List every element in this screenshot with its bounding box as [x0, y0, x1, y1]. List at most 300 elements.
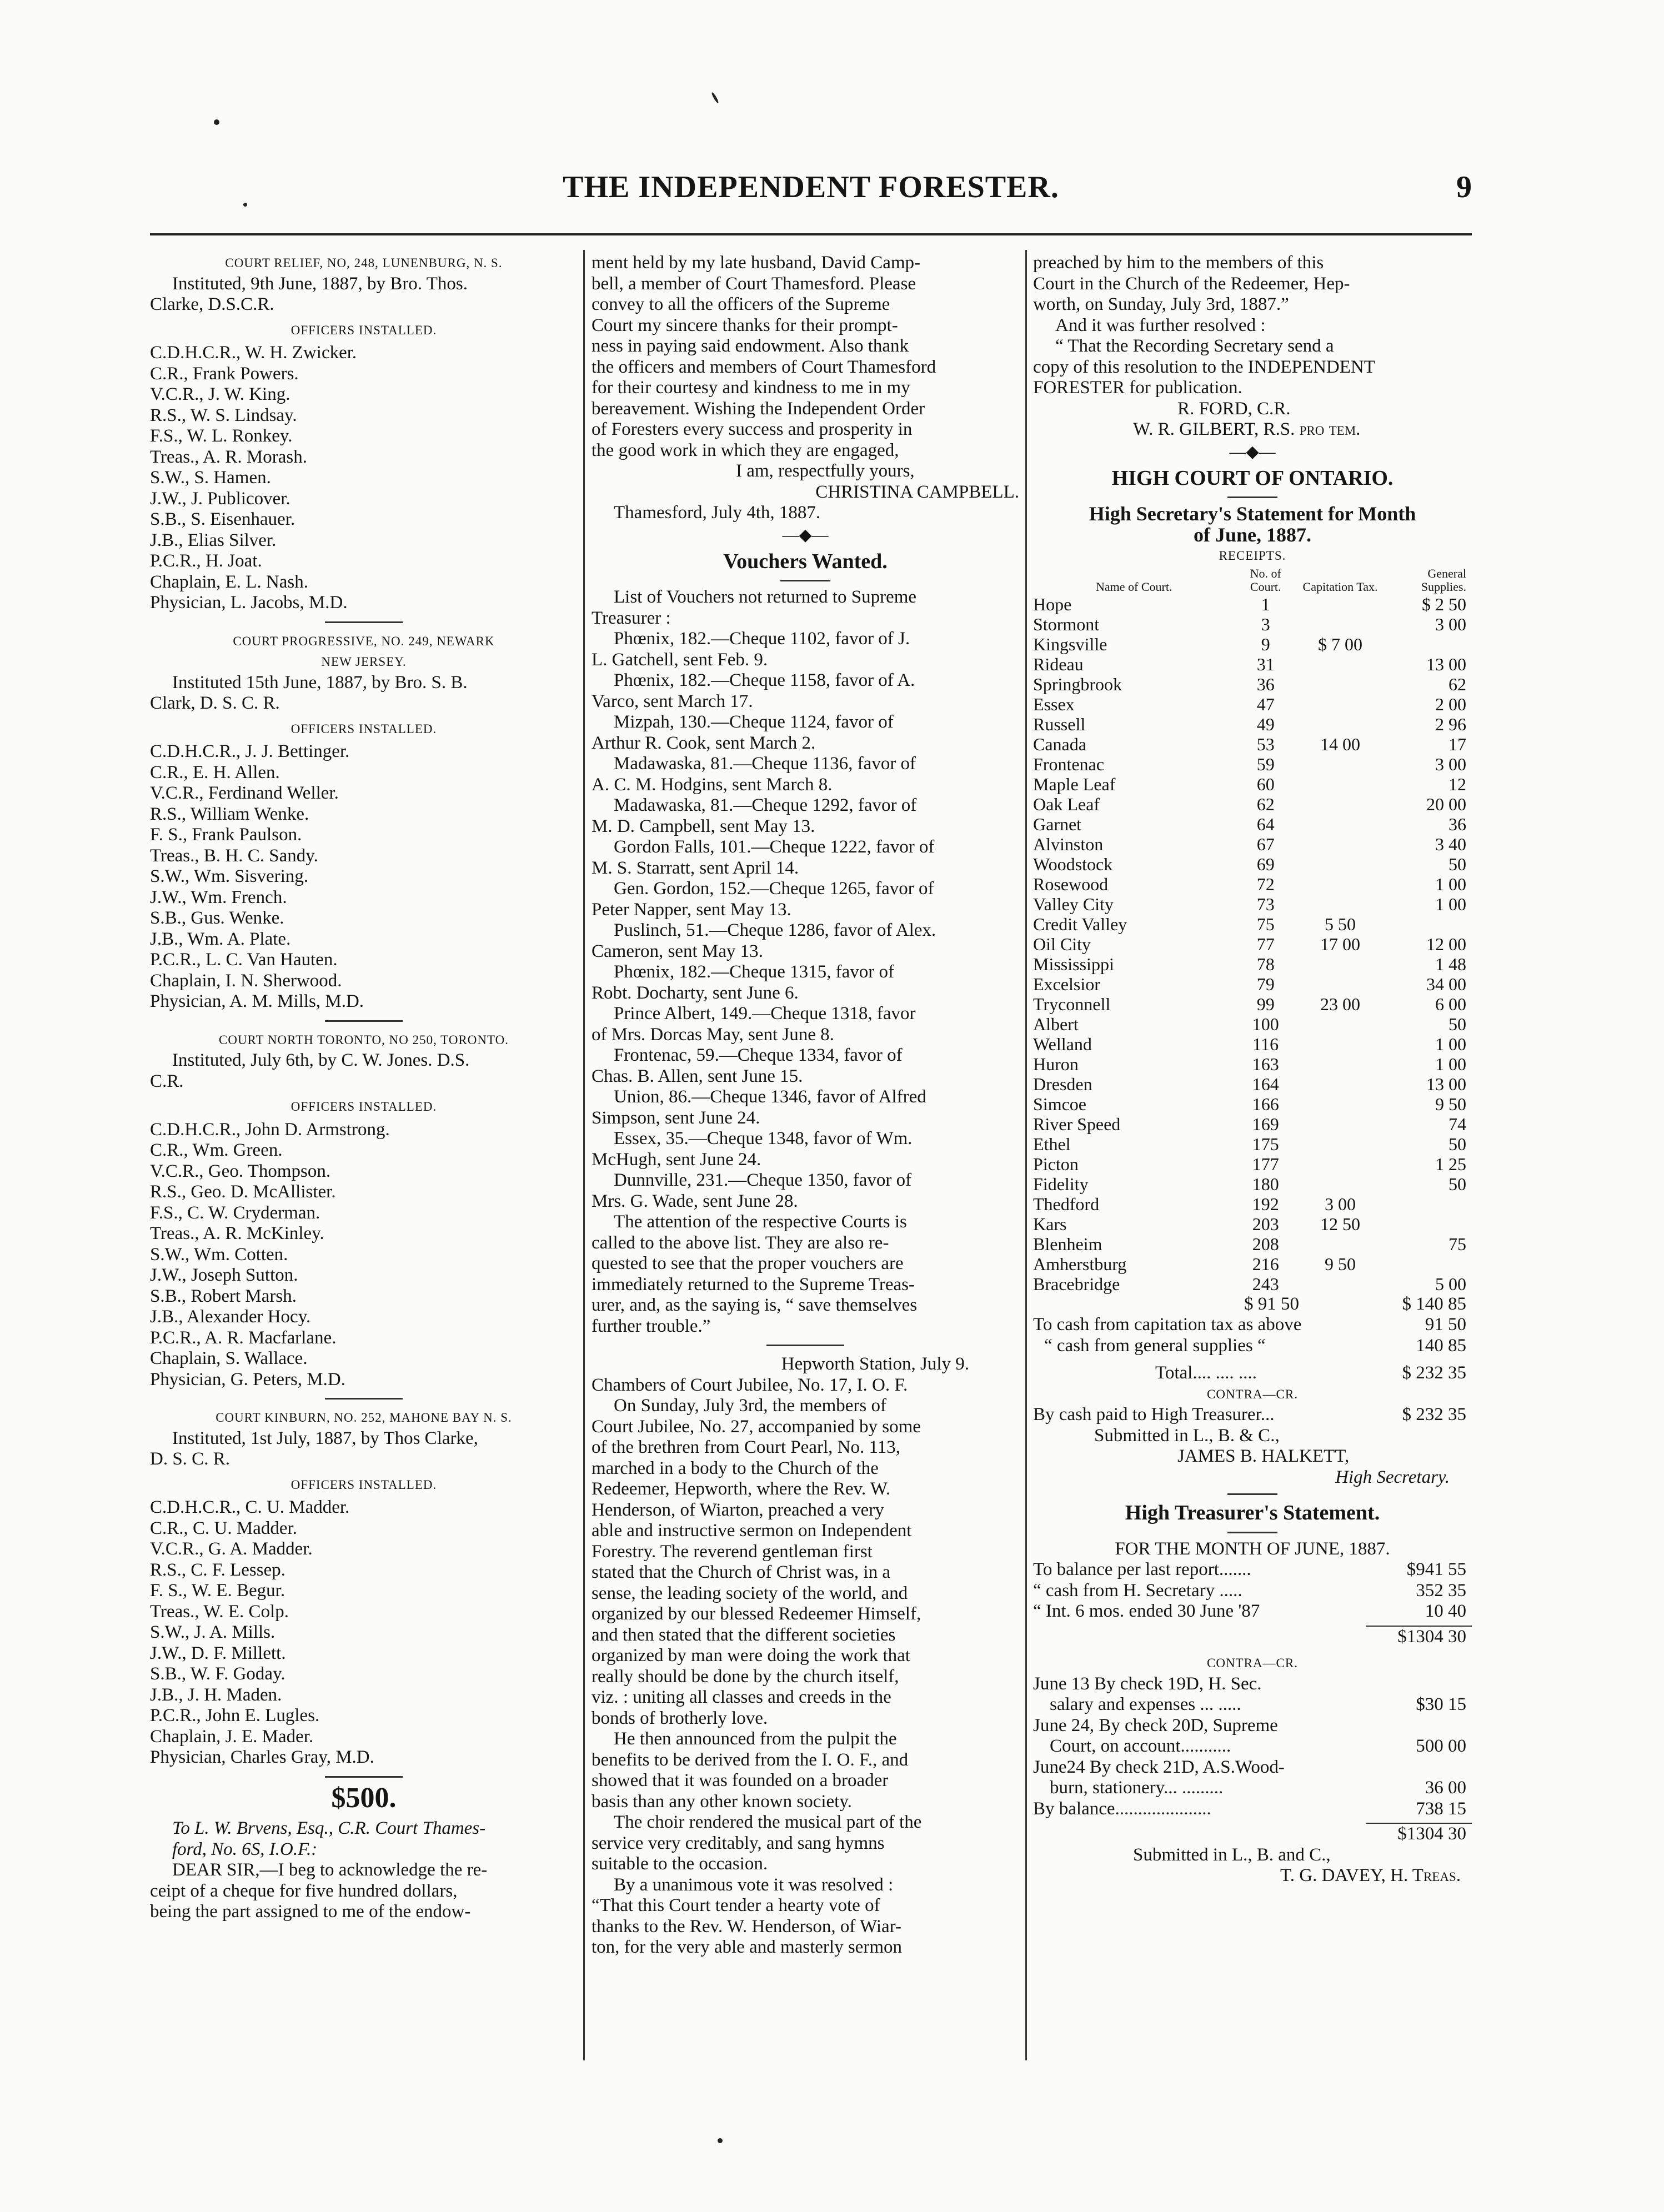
column-header-number: No. of Court. — [1250, 566, 1281, 594]
general-supplies-cell: 3 40 — [1435, 834, 1466, 854]
court-name-cell: Dresden — [1033, 1074, 1092, 1094]
section-rule — [766, 1345, 844, 1346]
contra-line-label: June 24, By check 20D, Supreme — [1033, 1715, 1278, 1736]
officer-entry: R.S., C. F. Lessep. — [150, 1559, 285, 1580]
vouchers-intro: List of Vouchers not returned to Supreme — [614, 587, 917, 607]
officer-entry: Chaplain, S. Wallace. — [150, 1348, 308, 1368]
officer-entry: S.B., Robert Marsh. — [150, 1286, 297, 1306]
receipt-row — [1033, 1214, 1472, 1234]
court-name-cell: Welland — [1033, 1034, 1092, 1054]
court-number-cell: 49 — [1256, 714, 1275, 734]
voucher-entry: Mizpah, 130.—Cheque 1124, favor of — [614, 712, 894, 732]
letter-body-line: DEAR SIR,—I beg to acknowledge the re- — [172, 1860, 488, 1880]
general-supplies-cell: 2 00 — [1435, 694, 1466, 714]
contra-label-2: CONTRA—CR. — [1207, 1656, 1298, 1670]
officer-entry: C.D.H.C.R., C. U. Madder. — [150, 1497, 350, 1517]
officer-entry: J.W., Joseph Sutton. — [150, 1265, 298, 1285]
column-divider — [583, 250, 585, 2060]
receipt-row — [1033, 634, 1472, 654]
section-rule — [325, 1776, 403, 1778]
section-rule — [325, 1398, 403, 1400]
officer-entry: C.D.H.C.R., J. J. Bettinger. — [150, 741, 350, 761]
officer-entry: Treas., W. E. Colp. — [150, 1601, 289, 1622]
page-header — [150, 169, 1472, 219]
voucher-entry: M. S. Starratt, sent April 14. — [592, 857, 799, 878]
voucher-entry: Puslinch, 51.—Cheque 1286, favor of Alex. — [614, 920, 936, 940]
receipt-row — [1033, 1194, 1472, 1214]
capitation-cell — [1296, 1134, 1384, 1154]
officer-entry: Treas., B. H. C. Sandy. — [150, 845, 318, 866]
capitation-cell — [1296, 954, 1384, 974]
voucher-entry: Varco, sent March 17. — [592, 691, 753, 711]
hepworth-paragraph-line: able and instructive sermon on Independent — [592, 1521, 912, 1541]
capitation-cell: 17 00 — [1320, 934, 1360, 954]
general-supplies-cell: 12 — [1449, 774, 1466, 794]
general-supplies-cell: 1 00 — [1435, 1054, 1466, 1074]
capitation-cell — [1296, 774, 1384, 794]
capitation-cell: 23 00 — [1320, 994, 1360, 1014]
receipts-table — [1033, 566, 1472, 1294]
court-name-cell: Kingsville — [1033, 634, 1107, 654]
contra-line-value: 738 15 — [1416, 1798, 1466, 1819]
total-label: Total.... .... .... — [1155, 1363, 1257, 1383]
voucher-entry: Arthur R. Cook, sent March 2. — [592, 733, 816, 753]
court-name-cell: Canada — [1033, 734, 1086, 754]
resolution-line: preached by him to the members of this — [1033, 253, 1324, 273]
general-supplies-cell: 17 — [1449, 734, 1466, 754]
voucher-entry: Frontenac, 59.—Cheque 1334, favor of — [614, 1045, 903, 1065]
court-number-cell: 192 — [1252, 1193, 1279, 1214]
receipt-row — [1033, 774, 1472, 794]
capitation-cell — [1296, 1114, 1384, 1134]
hepworth-chambers: Chambers of Court Jubilee, No. 17, I. O. F. — [592, 1375, 908, 1395]
capitation-cell — [1296, 714, 1384, 734]
capitation-cell — [1296, 1054, 1384, 1074]
treasurer-total-2: $1304 30 — [1366, 1823, 1472, 1845]
court-instituted: Instituted, 1st July, 1887, by Thos Clarke, — [172, 1428, 478, 1448]
voucher-entry: A. C. M. Hodgins, sent March 8. — [592, 774, 833, 795]
letter-body-line: ness in paying said endowment. Also thank — [592, 336, 909, 356]
paid-line — [1033, 1405, 1472, 1426]
voucher-entry: Dunnville, 231.—Cheque 1350, favor of — [614, 1170, 912, 1190]
column-divider — [1025, 250, 1027, 2060]
vouchers-note: further trouble.” — [592, 1316, 711, 1336]
receipt-row — [1033, 874, 1472, 894]
treasurer-line — [1033, 1601, 1472, 1622]
court-number-cell: 116 — [1252, 1034, 1279, 1054]
total-value: $ 232 35 — [1402, 1363, 1466, 1383]
contra-line-label: By balance..................... — [1033, 1798, 1211, 1819]
officer-entry: F.S., W. L. Ronkey. — [150, 426, 293, 446]
officer-entry: C.D.H.C.R., W. H. Zwicker. — [150, 343, 357, 363]
officer-entry: V.C.R., Ferdinand Weller. — [150, 783, 339, 803]
letter-signature: CHRISTINA CAMPBELL. — [815, 481, 1019, 502]
capitation-cell — [1296, 974, 1384, 994]
court-name-cell: Fidelity — [1033, 1173, 1089, 1194]
receipt-row — [1033, 894, 1472, 914]
general-supplies-cell: 50 — [1449, 1014, 1466, 1034]
court-instituted: C.R. — [150, 1071, 184, 1091]
contra-line-label: burn, stationery... ......... — [1050, 1778, 1224, 1798]
general-supplies-cell: 2 96 — [1435, 714, 1466, 734]
capitation-cell — [1296, 1034, 1384, 1054]
general-supplies-cell: 75 — [1449, 1233, 1466, 1254]
court-number-cell: 164 — [1252, 1074, 1279, 1094]
contra-line-label: salary and expenses ... ..... — [1050, 1694, 1241, 1714]
officer-entry: Physician, G. Peters, M.D. — [150, 1369, 345, 1390]
officer-entry: S.W., Wm. Cotten. — [150, 1244, 288, 1265]
voucher-entry: Essex, 35.—Cheque 1348, favor of Wm. — [614, 1128, 913, 1148]
general-supplies-cell: 5 00 — [1435, 1273, 1466, 1294]
general-supplies-cell: 3 00 — [1435, 614, 1466, 634]
court-number-cell: 243 — [1252, 1273, 1279, 1294]
court-number-cell: 36 — [1256, 674, 1275, 694]
publication-title: THE INDEPENDENT FORESTER. — [563, 170, 1059, 204]
officer-entry: C.R., Wm. Green. — [150, 1140, 283, 1160]
voucher-entry: Madawaska, 81.—Cheque 1292, favor of — [614, 795, 917, 815]
court-number-cell: 78 — [1256, 954, 1275, 974]
general-supplies-cell: 1 00 — [1435, 1034, 1466, 1054]
ornament-divider: —◆— — [782, 525, 829, 544]
officer-entry: Treas., A. R. McKinley. — [150, 1223, 324, 1243]
receipt-row — [1033, 734, 1472, 754]
vouchers-note: called to the above list. They are also re- — [592, 1232, 889, 1253]
resolution-continuation — [1033, 253, 1472, 315]
officer-entry: J.B., Elias Silver. — [150, 530, 277, 550]
receipts-header-row — [1033, 566, 1472, 594]
section-rule — [1227, 1493, 1277, 1495]
court-name-cell: Russell — [1033, 714, 1086, 734]
court-instituted: Instituted, 9th June, 1887, by Bro. Thos. — [172, 273, 468, 294]
resolution-line: FORESTER for publication. — [1033, 378, 1242, 398]
hepworth-dateline: Hepworth Station, July 9. — [781, 1354, 969, 1374]
hepworth-paragraph-line: Court Jubilee, No. 27, accompanied by some — [592, 1416, 921, 1437]
hepworth-paragraph-line: sense, the leading society of the world, and — [592, 1583, 908, 1603]
court-number-cell: 180 — [1252, 1173, 1279, 1194]
contra-line-value: 36 00 — [1425, 1778, 1466, 1798]
voucher-entry: Prince Albert, 149.—Cheque 1318, favor — [614, 1004, 916, 1024]
court-name-cell: Frontenac — [1033, 754, 1104, 774]
court-instituted: Instituted, July 6th, by C. W. Jones. D.S. — [172, 1050, 470, 1070]
court-name-cell: Springbrook — [1033, 674, 1122, 694]
general-supplies-cell: 1 25 — [1435, 1153, 1466, 1174]
contra-label: CONTRA—CR. — [1207, 1387, 1298, 1401]
officer-entry: S.W., J. A. Mills. — [150, 1622, 275, 1642]
total-capitation: $ 91 50 — [1244, 1293, 1299, 1314]
capitation-cell — [1296, 654, 1384, 674]
receipt-row — [1033, 654, 1472, 674]
court-name-cell: Tryconnell — [1033, 994, 1111, 1014]
court-name-cell: Thedford — [1033, 1193, 1100, 1214]
officer-entry: C.R., C. U. Madder. — [150, 1518, 297, 1538]
capitation-cell: 12 50 — [1320, 1213, 1360, 1234]
court-number-cell: 73 — [1256, 894, 1275, 914]
column-right — [1033, 253, 1472, 1887]
court-name-cell: Oak Leaf — [1033, 794, 1100, 814]
hepworth-paragraph-line: Henderson, of Wiarton, preached a very — [592, 1499, 884, 1520]
secretary-title: High Secretary. — [1335, 1467, 1450, 1487]
officer-entry: S.W., Wm. Sisvering. — [150, 866, 309, 886]
court-name-cell: Alvinston — [1033, 834, 1104, 854]
high-court-title: HIGH COURT OF ONTARIO. — [1111, 466, 1394, 490]
officer-entry: J.B., Alexander Hocy. — [150, 1307, 311, 1327]
receipt-row — [1033, 794, 1472, 814]
officer-entry: Physician, L. Jacobs, M.D. — [150, 593, 348, 613]
officer-entry: R.S., W. S. Lindsay. — [150, 405, 297, 425]
court-number-cell: 31 — [1256, 654, 1275, 674]
ink-speck — [214, 119, 219, 125]
contra-line — [1033, 1694, 1472, 1716]
receipt-row — [1033, 1074, 1472, 1094]
vouchers-intro: Treasurer : — [592, 608, 671, 628]
receipt-row — [1033, 674, 1472, 694]
section-rule — [325, 621, 403, 623]
general-supplies-cell: $ 2 50 — [1422, 594, 1466, 614]
capitation-cell — [1296, 694, 1384, 714]
court-number-cell: 53 — [1256, 734, 1275, 754]
general-supplies-cell: 9 50 — [1435, 1094, 1466, 1114]
column-left — [150, 253, 578, 1923]
court-number-cell: 216 — [1252, 1253, 1279, 1274]
hepworth-paragraph-line: suitable to the occasion. — [592, 1854, 768, 1874]
cash-capitation-label: To cash from capitation tax as above — [1033, 1315, 1302, 1335]
receipt-row — [1033, 1054, 1472, 1074]
treasurer-line — [1033, 1559, 1472, 1581]
general-supplies-cell: 3 00 — [1435, 754, 1466, 774]
court-number-cell: 67 — [1256, 834, 1275, 854]
ink-speck — [718, 2138, 723, 2143]
contra-line — [1033, 1778, 1472, 1799]
capitation-cell — [1296, 614, 1384, 634]
officer-entry: V.C.R., G. A. Madder. — [150, 1539, 313, 1559]
capitation-cell — [1296, 1274, 1384, 1294]
signature-cr: R. FORD, C.R. — [1177, 398, 1291, 419]
court-number-cell: 75 — [1256, 914, 1275, 934]
hepworth-paragraph-line: By a unanimous vote it was resolved : — [614, 1874, 894, 1895]
general-supplies-cell: 13 00 — [1426, 654, 1466, 674]
court-number-cell: 77 — [1256, 934, 1275, 954]
vouchers-note: immediately returned to the Supreme Treas- — [592, 1274, 915, 1295]
receipt-row — [1033, 854, 1472, 874]
court-heading: COURT NORTH TORONTO, NO 250, TORONTO. — [219, 1032, 509, 1047]
further-resolved: And it was further resolved : — [1055, 315, 1266, 335]
officers-heading: OFFICERS INSTALLED. — [290, 323, 437, 337]
treasurer-line-value: 10 40 — [1425, 1601, 1466, 1621]
court-heading: COURT RELIEF, NO, 248, LUNENBURG, N. S. — [225, 256, 503, 270]
court-number-cell: 203 — [1252, 1213, 1279, 1234]
general-supplies-cell: 34 00 — [1426, 974, 1466, 994]
officer-entry: F. S., Frank Paulson. — [150, 825, 302, 845]
signature-rs: W. R. GILBERT, R.S. pro tem. — [1133, 419, 1361, 439]
secretary-name: JAMES B. HALKETT, — [1177, 1446, 1350, 1466]
court-number-cell: 208 — [1252, 1233, 1279, 1254]
officer-entry: C.R., Frank Powers. — [150, 363, 299, 384]
vouchers-list — [592, 587, 1019, 1337]
hepworth-paragraph-line: On Sunday, July 3rd, the members of — [614, 1396, 886, 1416]
capitation-cell — [1296, 814, 1384, 834]
general-supplies-cell: 13 00 — [1426, 1074, 1466, 1094]
paid-label: By cash paid to High Treasurer... — [1033, 1405, 1275, 1424]
court-name-cell: Hope — [1033, 594, 1072, 614]
officer-entry: P.C.R., A. R. Macfarlane. — [150, 1327, 337, 1348]
court-name-cell: Essex — [1033, 694, 1075, 714]
officer-entry: Chaplain, J. E. Mader. — [150, 1726, 314, 1747]
general-supplies-cell: 50 — [1449, 1173, 1466, 1194]
treasurer-signature: T. G. DAVEY, H. Treas. — [1280, 1865, 1461, 1885]
receipt-row — [1033, 594, 1472, 614]
letter-recipient: ford, No. 6S, I.O.F.: — [172, 1839, 318, 1859]
capitation-cell: 9 50 — [1325, 1253, 1356, 1274]
hepworth-paragraph-line: of the brethren from Court Pearl, No. 113, — [592, 1437, 900, 1457]
column-middle — [592, 253, 1019, 1958]
capitation-cell: 3 00 — [1325, 1193, 1356, 1214]
cash-capitation-value: 91 50 — [1425, 1315, 1466, 1335]
court-name-cell: Albert — [1033, 1014, 1079, 1034]
voucher-entry: Union, 86.—Cheque 1346, favor of Alfred — [614, 1087, 926, 1107]
voucher-entry: Gen. Gordon, 152.—Cheque 1265, favor of — [614, 879, 934, 899]
capitation-cell: $ 7 00 — [1318, 634, 1362, 654]
general-supplies-cell: 12 00 — [1426, 934, 1466, 954]
capitation-cell — [1296, 594, 1384, 614]
receipt-row — [1033, 1154, 1472, 1174]
contra-line — [1033, 1799, 1472, 1820]
letter-body-line: ment held by my late husband, David Camp- — [592, 253, 921, 273]
hepworth-paragraph-line: and then stated that the different societies — [592, 1624, 896, 1645]
court-number-cell: 100 — [1252, 1014, 1279, 1034]
capitation-cell — [1296, 1094, 1384, 1114]
general-supplies-cell: 50 — [1449, 854, 1466, 874]
general-supplies-cell: 50 — [1449, 1133, 1466, 1154]
receipt-row — [1033, 1094, 1472, 1114]
treasurer-line-value: $941 55 — [1406, 1559, 1466, 1579]
hepworth-paragraph-line: showed that it was founded on a broader — [592, 1770, 889, 1790]
officer-entry: V.C.R., Geo. Thompson. — [150, 1161, 331, 1181]
general-supplies-cell — [1384, 1214, 1472, 1234]
letter-body-line: being the part assigned to me of the endow- — [150, 1902, 471, 1922]
court-number-cell: 169 — [1252, 1113, 1279, 1134]
contra-line — [1033, 1757, 1472, 1778]
contra-line-label: Court, on account........... — [1050, 1736, 1231, 1756]
letter-body-line: the officers and members of Court Thamesford — [592, 357, 936, 377]
court-name-cell: Huron — [1033, 1054, 1079, 1074]
total-line — [1033, 1363, 1472, 1384]
court-number-cell: 59 — [1256, 754, 1275, 774]
total-general: $ 140 85 — [1402, 1293, 1466, 1314]
court-number-cell: 72 — [1256, 874, 1275, 894]
court-number-cell: 69 — [1256, 854, 1275, 874]
capitation-cell: 5 50 — [1325, 914, 1356, 934]
receipt-row — [1033, 1274, 1472, 1294]
contra-line-label: June24 By check 21D, A.S.Wood- — [1033, 1757, 1285, 1777]
court-number-cell: 99 — [1256, 994, 1275, 1014]
receipt-row — [1033, 754, 1472, 774]
letter-closing: I am, respectfully yours, — [736, 461, 915, 481]
officer-entry: Physician, A. M. Mills, M.D. — [150, 991, 364, 1011]
hepworth-paragraph-line: stated that the Church of Christ was, in a — [592, 1562, 890, 1582]
contra-line-value: 500 00 — [1416, 1736, 1466, 1756]
court-number-cell: 47 — [1256, 694, 1275, 714]
vouchers-note: The attention of the respective Courts is — [614, 1212, 907, 1232]
receipt-row — [1033, 934, 1472, 954]
letter-recipient: To L. W. Brvens, Esq., C.R. Court Thames- — [172, 1818, 486, 1838]
receipt-row — [1033, 1134, 1472, 1154]
officers-heading: OFFICERS INSTALLED. — [290, 721, 437, 736]
court-name-cell: Excelsior — [1033, 974, 1100, 994]
officer-entry: P.C.R., John E. Lugles. — [150, 1706, 320, 1726]
court-name-cell: River Speed — [1033, 1113, 1121, 1134]
court-number-cell: 1 — [1261, 594, 1270, 614]
voucher-entry: L. Gatchell, sent Feb. 9. — [592, 649, 768, 670]
cash-general-label: “ cash from general supplies “ — [1044, 1335, 1266, 1356]
officer-entry: F. S., W. E. Begur. — [150, 1581, 285, 1601]
cash-general-value: 140 85 — [1416, 1335, 1466, 1356]
statement-title-line1: High Secretary's Statement for Month — [1089, 503, 1416, 525]
capitation-cell — [1296, 1174, 1384, 1194]
capitation-cell — [1296, 1234, 1384, 1254]
hepworth-paragraph-line: The choir rendered the musical part of the — [614, 1812, 922, 1832]
court-number-cell: 79 — [1256, 974, 1275, 994]
general-supplies-cell: 20 00 — [1426, 794, 1466, 814]
contra-line — [1033, 1736, 1472, 1757]
voucher-entry: Mrs. G. Wade, sent June 28. — [592, 1191, 798, 1211]
court-name-cell: Bracebridge — [1033, 1273, 1120, 1294]
hepworth-paragraph-line: thanks to the Rev. W. Henderson, of Wiar- — [592, 1916, 901, 1937]
receipts-rows — [1033, 594, 1472, 1294]
ink-speck — [711, 92, 719, 104]
treasurer-line-label: To balance per last report....... — [1033, 1559, 1251, 1579]
column-header-capitation: Capitation Tax. — [1302, 579, 1378, 594]
officers-heading: OFFICERS INSTALLED. — [290, 1100, 437, 1113]
letter-body-line: bell, a member of Court Thamesford. Please — [592, 273, 916, 294]
court-name-cell: Garnet — [1033, 814, 1082, 834]
letter-body-line: the good work in which they are engaged, — [592, 440, 899, 460]
receipt-row — [1033, 814, 1472, 834]
voucher-entry: Robt. Docharty, sent June 6. — [592, 982, 799, 1003]
officer-entry: Physician, Charles Gray, M.D. — [150, 1747, 374, 1767]
court-name-cell: Credit Valley — [1033, 914, 1127, 934]
court-heading-cont: NEW JERSEY. — [321, 655, 407, 669]
court-name-cell: Maple Leaf — [1033, 774, 1116, 794]
treasurer-line-value: 352 35 — [1416, 1580, 1466, 1601]
hepworth-paragraph-line: organized by man were doing the work that — [592, 1646, 910, 1666]
court-name-cell: Blenheim — [1033, 1233, 1102, 1254]
court-number-cell: 60 — [1256, 774, 1275, 794]
resolution-second — [1033, 336, 1472, 399]
treasurer-lines — [1033, 1559, 1472, 1622]
general-supplies-cell — [1384, 634, 1472, 654]
court-number-cell: 177 — [1252, 1153, 1279, 1174]
officer-entry: J.B., Wm. A. Plate. — [150, 929, 291, 949]
column-header-general: General Supplies. — [1421, 566, 1466, 594]
receipt-row — [1033, 1034, 1472, 1054]
court-name-cell: Kars — [1033, 1213, 1067, 1234]
letter-place-date: Thamesford, July 4th, 1887. — [614, 503, 821, 523]
court-name-cell: Valley City — [1033, 894, 1114, 914]
receipts-label: RECEIPTS. — [1219, 549, 1286, 563]
letter-body-line: of Foresters every success and prosperity in — [592, 419, 913, 439]
court-name-cell: Rideau — [1033, 654, 1084, 674]
officer-entry: C.R., E. H. Allen. — [150, 762, 280, 783]
court-name-cell: Amherstburg — [1033, 1253, 1127, 1274]
court-name-cell: Simcoe — [1033, 1094, 1086, 1114]
receipt-row — [1033, 954, 1472, 974]
court-number-cell: 3 — [1261, 614, 1270, 634]
capitation-cell — [1296, 894, 1384, 914]
officer-entry: V.C.R., J. W. King. — [150, 384, 290, 404]
court-name-cell: Oil City — [1033, 934, 1091, 954]
court-number-cell: 163 — [1252, 1054, 1279, 1074]
hepworth-paragraph-line: organized by our blessed Redeemer Himself, — [592, 1604, 921, 1624]
